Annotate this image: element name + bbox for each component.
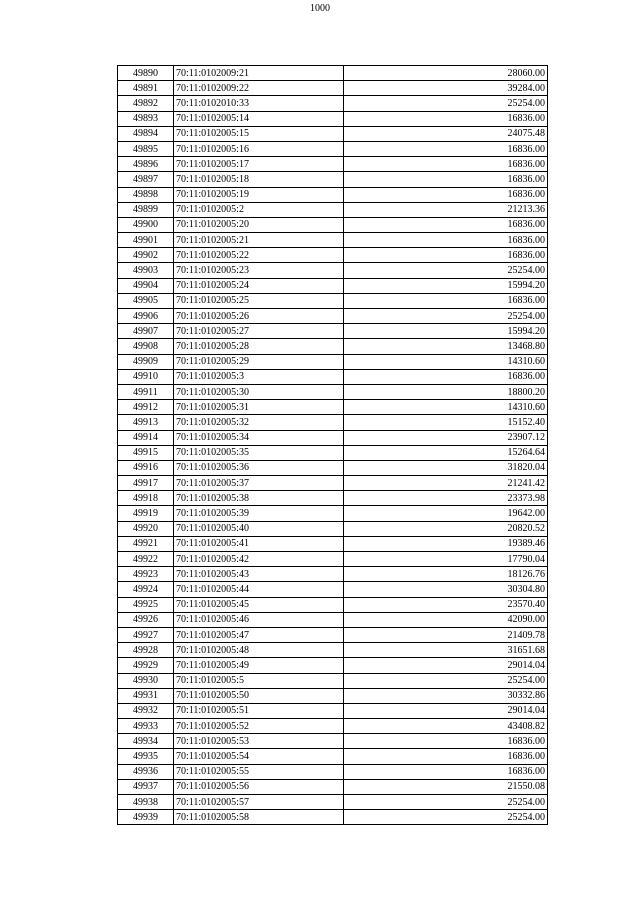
table-row bbox=[118, 233, 548, 248]
row-number-cell: 49890 bbox=[118, 66, 174, 81]
cadastral-number-cell: 70:11:0102005:45 bbox=[174, 597, 344, 612]
value-cell: 15264.64 bbox=[344, 445, 548, 460]
table-row bbox=[118, 749, 548, 764]
cadastral-number-cell: 70:11:0102005:35 bbox=[174, 445, 344, 460]
value-cell: 16836.00 bbox=[344, 749, 548, 764]
row-number-cell: 49921 bbox=[118, 536, 174, 551]
row-number-cell: 49917 bbox=[118, 476, 174, 491]
value-cell: 16836.00 bbox=[344, 293, 548, 308]
value-cell: 25254.00 bbox=[344, 263, 548, 278]
row-number-cell: 49923 bbox=[118, 567, 174, 582]
table-row bbox=[118, 597, 548, 612]
table-row bbox=[118, 810, 548, 825]
table-row bbox=[118, 157, 548, 172]
cadastral-number-cell: 70:11:0102005:27 bbox=[174, 324, 344, 339]
cadastral-number-cell: 70:11:0102005:48 bbox=[174, 643, 344, 658]
table-row bbox=[118, 673, 548, 688]
row-number-cell: 49896 bbox=[118, 157, 174, 172]
cadastral-number-cell: 70:11:0102005:21 bbox=[174, 233, 344, 248]
cadastral-number-cell: 70:11:0102009:21 bbox=[174, 66, 344, 81]
cadastral-number-cell: 70:11:0102005:58 bbox=[174, 810, 344, 825]
cadastral-number-cell: 70:11:0102005:30 bbox=[174, 384, 344, 399]
value-cell: 16836.00 bbox=[344, 172, 548, 187]
table-row bbox=[118, 81, 548, 96]
table-row bbox=[118, 506, 548, 521]
cadastral-number-cell: 70:11:0102005:43 bbox=[174, 567, 344, 582]
table-row bbox=[118, 476, 548, 491]
cadastral-number-cell: 70:11:0102005:5 bbox=[174, 673, 344, 688]
value-cell: 15152.40 bbox=[344, 415, 548, 430]
value-cell: 29014.04 bbox=[344, 703, 548, 718]
table-row bbox=[118, 795, 548, 810]
value-cell: 24075.48 bbox=[344, 126, 548, 141]
value-cell: 25254.00 bbox=[344, 673, 548, 688]
row-number-cell: 49926 bbox=[118, 612, 174, 627]
table-row bbox=[118, 521, 548, 536]
table-row bbox=[118, 172, 548, 187]
table-row bbox=[118, 415, 548, 430]
value-cell: 16836.00 bbox=[344, 734, 548, 749]
value-cell: 21213.36 bbox=[344, 202, 548, 217]
row-number-cell: 49903 bbox=[118, 263, 174, 278]
row-number-cell: 49899 bbox=[118, 202, 174, 217]
value-cell: 19389.46 bbox=[344, 536, 548, 551]
table-body bbox=[118, 66, 548, 825]
cadastral-number-cell: 70:11:0102005:47 bbox=[174, 627, 344, 642]
table-row bbox=[118, 369, 548, 384]
value-cell: 29014.04 bbox=[344, 658, 548, 673]
cadastral-number-cell: 70:11:0102005:51 bbox=[174, 703, 344, 718]
cadastral-number-cell: 70:11:0102005:44 bbox=[174, 582, 344, 597]
table-row bbox=[118, 66, 548, 81]
row-number-cell: 49912 bbox=[118, 400, 174, 415]
cadastral-number-cell: 70:11:0102005:2 bbox=[174, 202, 344, 217]
table-row bbox=[118, 779, 548, 794]
cadastral-number-cell: 70:11:0102005:31 bbox=[174, 400, 344, 415]
row-number-cell: 49907 bbox=[118, 324, 174, 339]
value-cell: 39284.00 bbox=[344, 81, 548, 96]
value-cell: 13468.80 bbox=[344, 339, 548, 354]
value-cell: 21241.42 bbox=[344, 476, 548, 491]
row-number-cell: 49893 bbox=[118, 111, 174, 126]
value-cell: 16836.00 bbox=[344, 141, 548, 156]
row-number-cell: 49927 bbox=[118, 627, 174, 642]
row-number-cell: 49891 bbox=[118, 81, 174, 96]
value-cell: 16836.00 bbox=[344, 187, 548, 202]
row-number-cell: 49936 bbox=[118, 764, 174, 779]
table-row bbox=[118, 187, 548, 202]
value-cell: 23570.40 bbox=[344, 597, 548, 612]
row-number-cell: 49916 bbox=[118, 460, 174, 475]
cadastral-number-cell: 70:11:0102005:53 bbox=[174, 734, 344, 749]
table-row bbox=[118, 324, 548, 339]
value-cell: 19642.00 bbox=[344, 506, 548, 521]
cadastral-value-table bbox=[117, 65, 548, 825]
table-row bbox=[118, 263, 548, 278]
cadastral-number-cell: 70:11:0102005:34 bbox=[174, 430, 344, 445]
row-number-cell: 49913 bbox=[118, 415, 174, 430]
value-cell: 43408.82 bbox=[344, 719, 548, 734]
row-number-cell: 49919 bbox=[118, 506, 174, 521]
cadastral-number-cell: 70:11:0102005:22 bbox=[174, 248, 344, 263]
row-number-cell: 49932 bbox=[118, 703, 174, 718]
row-number-cell: 49901 bbox=[118, 233, 174, 248]
row-number-cell: 49922 bbox=[118, 552, 174, 567]
row-number-cell: 49937 bbox=[118, 779, 174, 794]
table-row bbox=[118, 460, 548, 475]
value-cell: 16836.00 bbox=[344, 764, 548, 779]
cadastral-number-cell: 70:11:0102005:19 bbox=[174, 187, 344, 202]
value-cell: 31820.04 bbox=[344, 460, 548, 475]
row-number-cell: 49918 bbox=[118, 491, 174, 506]
cadastral-number-cell: 70:11:0102005:56 bbox=[174, 779, 344, 794]
cadastral-number-cell: 70:11:0102005:39 bbox=[174, 506, 344, 521]
table-row bbox=[118, 126, 548, 141]
value-cell: 16836.00 bbox=[344, 157, 548, 172]
page-number: 1000 bbox=[310, 3, 330, 14]
cadastral-number-cell: 70:11:0102009:22 bbox=[174, 81, 344, 96]
value-cell: 16836.00 bbox=[344, 111, 548, 126]
value-cell: 16836.00 bbox=[344, 233, 548, 248]
value-cell: 30304.80 bbox=[344, 582, 548, 597]
value-cell: 14310.60 bbox=[344, 400, 548, 415]
value-cell: 18126.76 bbox=[344, 567, 548, 582]
cadastral-number-cell: 70:11:0102005:40 bbox=[174, 521, 344, 536]
table-row bbox=[118, 552, 548, 567]
table-row bbox=[118, 703, 548, 718]
row-number-cell: 49929 bbox=[118, 658, 174, 673]
table-row bbox=[118, 202, 548, 217]
cadastral-number-cell: 70:11:0102005:24 bbox=[174, 278, 344, 293]
cadastral-number-cell: 70:11:0102005:46 bbox=[174, 612, 344, 627]
row-number-cell: 49915 bbox=[118, 445, 174, 460]
cadastral-number-cell: 70:11:0102005:23 bbox=[174, 263, 344, 278]
row-number-cell: 49935 bbox=[118, 749, 174, 764]
row-number-cell: 49933 bbox=[118, 719, 174, 734]
table-row bbox=[118, 491, 548, 506]
cadastral-number-cell: 70:11:0102005:15 bbox=[174, 126, 344, 141]
value-cell: 25254.00 bbox=[344, 810, 548, 825]
value-cell: 30332.86 bbox=[344, 688, 548, 703]
cadastral-number-cell: 70:11:0102005:36 bbox=[174, 460, 344, 475]
cadastral-number-cell: 70:11:0102005:28 bbox=[174, 339, 344, 354]
value-cell: 18800.20 bbox=[344, 384, 548, 399]
cadastral-number-cell: 70:11:0102005:42 bbox=[174, 552, 344, 567]
value-cell: 21409.78 bbox=[344, 627, 548, 642]
row-number-cell: 49905 bbox=[118, 293, 174, 308]
row-number-cell: 49900 bbox=[118, 217, 174, 232]
value-cell: 23373.98 bbox=[344, 491, 548, 506]
row-number-cell: 49911 bbox=[118, 384, 174, 399]
value-cell: 17790.04 bbox=[344, 552, 548, 567]
table-row bbox=[118, 293, 548, 308]
cadastral-number-cell: 70:11:0102005:17 bbox=[174, 157, 344, 172]
value-cell: 20820.52 bbox=[344, 521, 548, 536]
cadastral-number-cell: 70:11:0102005:38 bbox=[174, 491, 344, 506]
row-number-cell: 49925 bbox=[118, 597, 174, 612]
value-cell: 15994.20 bbox=[344, 278, 548, 293]
value-cell: 21550.08 bbox=[344, 779, 548, 794]
row-number-cell: 49939 bbox=[118, 810, 174, 825]
table-row bbox=[118, 217, 548, 232]
cadastral-number-cell: 70:11:0102005:20 bbox=[174, 217, 344, 232]
value-cell: 25254.00 bbox=[344, 96, 548, 111]
value-cell: 23907.12 bbox=[344, 430, 548, 445]
row-number-cell: 49924 bbox=[118, 582, 174, 597]
cadastral-number-cell: 70:11:0102005:32 bbox=[174, 415, 344, 430]
cadastral-number-cell: 70:11:0102005:52 bbox=[174, 719, 344, 734]
cadastral-number-cell: 70:11:0102005:18 bbox=[174, 172, 344, 187]
row-number-cell: 49938 bbox=[118, 795, 174, 810]
table-row bbox=[118, 627, 548, 642]
row-number-cell: 49898 bbox=[118, 187, 174, 202]
row-number-cell: 49908 bbox=[118, 339, 174, 354]
row-number-cell: 49930 bbox=[118, 673, 174, 688]
table-row bbox=[118, 96, 548, 111]
cadastral-number-cell: 70:11:0102005:49 bbox=[174, 658, 344, 673]
row-number-cell: 49934 bbox=[118, 734, 174, 749]
cadastral-number-cell: 70:11:0102005:26 bbox=[174, 309, 344, 324]
table-row bbox=[118, 384, 548, 399]
cadastral-number-cell: 70:11:0102005:29 bbox=[174, 354, 344, 369]
row-number-cell: 49897 bbox=[118, 172, 174, 187]
table-row bbox=[118, 688, 548, 703]
cadastral-number-cell: 70:11:0102005:16 bbox=[174, 141, 344, 156]
cadastral-number-cell: 70:11:0102005:57 bbox=[174, 795, 344, 810]
cadastral-number-cell: 70:11:0102005:14 bbox=[174, 111, 344, 126]
row-number-cell: 49906 bbox=[118, 309, 174, 324]
table-row bbox=[118, 612, 548, 627]
value-cell: 28060.00 bbox=[344, 66, 548, 81]
row-number-cell: 49895 bbox=[118, 141, 174, 156]
row-number-cell: 49914 bbox=[118, 430, 174, 445]
row-number-cell: 49920 bbox=[118, 521, 174, 536]
row-number-cell: 49910 bbox=[118, 369, 174, 384]
table-row bbox=[118, 339, 548, 354]
table-row bbox=[118, 536, 548, 551]
table-row bbox=[118, 764, 548, 779]
value-cell: 25254.00 bbox=[344, 795, 548, 810]
cadastral-number-cell: 70:11:0102005:25 bbox=[174, 293, 344, 308]
row-number-cell: 49894 bbox=[118, 126, 174, 141]
value-cell: 16836.00 bbox=[344, 248, 548, 263]
table-row bbox=[118, 354, 548, 369]
value-cell: 15994.20 bbox=[344, 324, 548, 339]
table-row bbox=[118, 658, 548, 673]
table-row bbox=[118, 643, 548, 658]
cadastral-number-cell: 70:11:0102005:55 bbox=[174, 764, 344, 779]
table-row bbox=[118, 111, 548, 126]
row-number-cell: 49892 bbox=[118, 96, 174, 111]
cadastral-number-cell: 70:11:0102005:50 bbox=[174, 688, 344, 703]
value-cell: 16836.00 bbox=[344, 217, 548, 232]
table-row bbox=[118, 278, 548, 293]
table-row bbox=[118, 430, 548, 445]
value-cell: 31651.68 bbox=[344, 643, 548, 658]
value-cell: 25254.00 bbox=[344, 309, 548, 324]
table-row bbox=[118, 719, 548, 734]
value-cell: 14310.60 bbox=[344, 354, 548, 369]
value-cell: 16836.00 bbox=[344, 369, 548, 384]
table-row bbox=[118, 567, 548, 582]
cadastral-number-cell: 70:11:0102005:54 bbox=[174, 749, 344, 764]
table-row bbox=[118, 309, 548, 324]
table-row bbox=[118, 734, 548, 749]
table-row bbox=[118, 445, 548, 460]
row-number-cell: 49904 bbox=[118, 278, 174, 293]
table-row bbox=[118, 400, 548, 415]
table-row bbox=[118, 248, 548, 263]
table-row bbox=[118, 582, 548, 597]
row-number-cell: 49909 bbox=[118, 354, 174, 369]
row-number-cell: 49928 bbox=[118, 643, 174, 658]
cadastral-number-cell: 70:11:0102005:37 bbox=[174, 476, 344, 491]
cadastral-number-cell: 70:11:0102005:41 bbox=[174, 536, 344, 551]
cadastral-number-cell: 70:11:0102010:33 bbox=[174, 96, 344, 111]
cadastral-number-cell: 70:11:0102005:3 bbox=[174, 369, 344, 384]
row-number-cell: 49902 bbox=[118, 248, 174, 263]
value-cell: 42090.00 bbox=[344, 612, 548, 627]
row-number-cell: 49931 bbox=[118, 688, 174, 703]
table-row bbox=[118, 141, 548, 156]
